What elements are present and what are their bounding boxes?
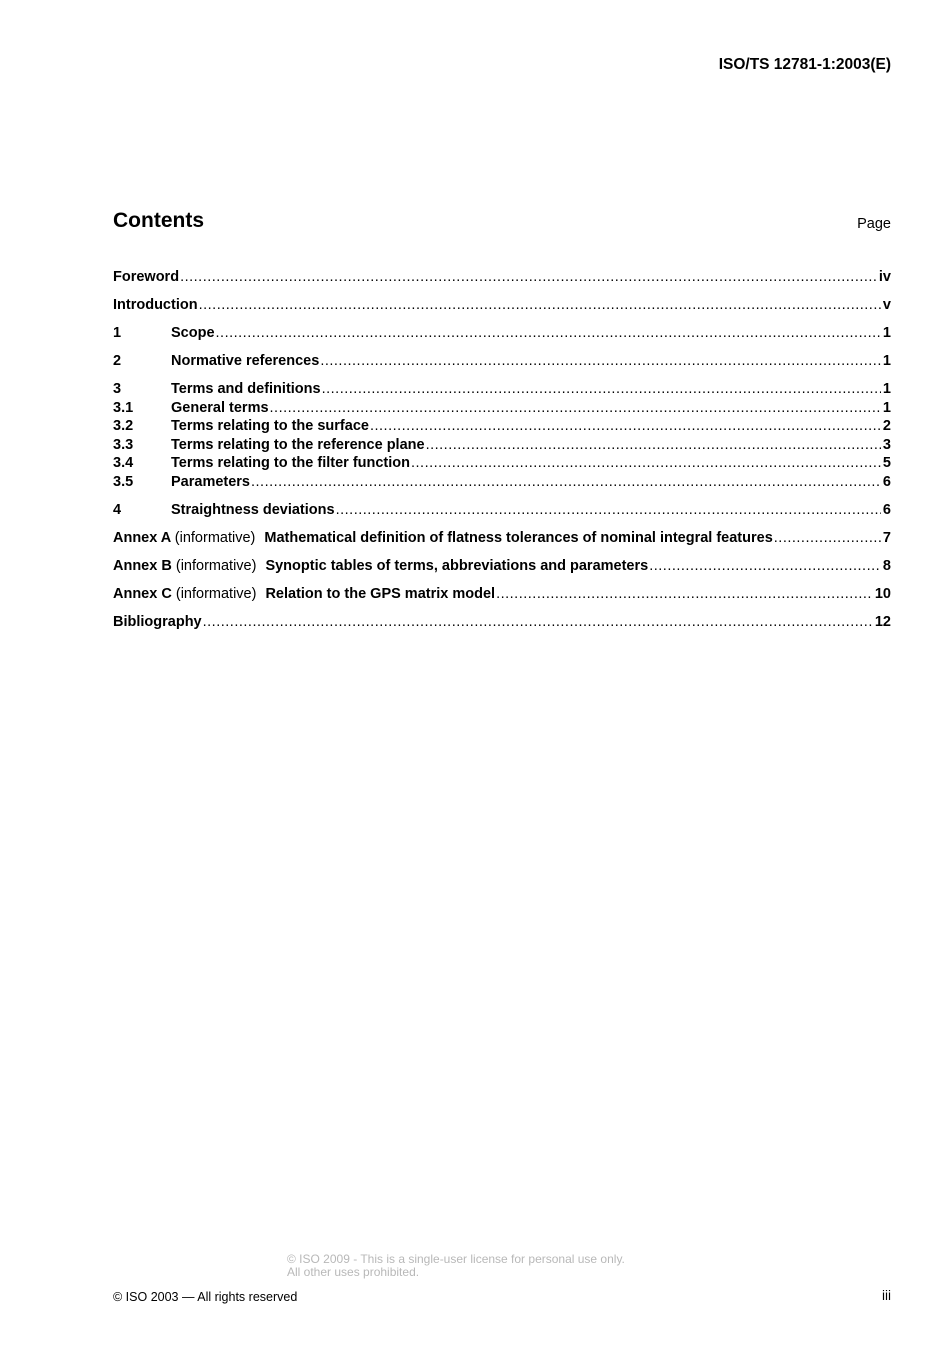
toc-entry-title: Introduction <box>113 297 198 313</box>
toc-entry-number: 3.3 <box>113 436 134 453</box>
toc-entry-straightness-deviations[interactable] <box>113 501 891 520</box>
toc-entry-page: 8 <box>882 557 891 574</box>
toc-entry-introduction[interactable] <box>113 296 891 315</box>
toc-entry-page: 6 <box>882 501 891 518</box>
toc-entry-annex-b[interactable] <box>113 557 891 576</box>
toc-entry-title: Normative references <box>171 353 320 369</box>
toc-entry-page: 1 <box>882 353 891 369</box>
annex-type: (informative) <box>175 585 257 602</box>
annex-letter: Annex B <box>113 557 172 574</box>
toc-entry-terms-and-definitions[interactable] <box>113 380 891 399</box>
toc-entry-page: 12 <box>874 613 891 630</box>
toc-entry-title: Straightness deviations <box>171 501 335 518</box>
annex-letter: Annex A <box>113 529 171 546</box>
copyright-notice: © ISO 2003 — All rights reserved <box>113 1290 298 1304</box>
annex-type: (informative) <box>175 557 257 574</box>
toc-entry-title: Foreword <box>113 269 180 285</box>
toc-entry-title: Terms relating to the surface <box>171 418 369 434</box>
dot-leader <box>774 529 881 548</box>
toc-entry-page: v <box>882 297 891 313</box>
toc-entry-number: 3.4 <box>113 455 134 471</box>
toc-entry-title: Mathematical definition of flatness tolerances of nominal integral features <box>264 529 773 546</box>
toc-entry-general-terms[interactable] <box>113 399 891 418</box>
toc-entry-annex-a[interactable] <box>113 529 891 548</box>
toc-entry-foreword[interactable] <box>113 268 891 287</box>
dot-leader <box>270 399 881 418</box>
dot-leader <box>370 417 881 436</box>
toc-entry-page: 10 <box>874 585 891 602</box>
dot-leader <box>322 380 881 399</box>
toc-entry-number: 4 <box>113 501 122 518</box>
toc-entry-title: Terms and definitions <box>171 381 321 397</box>
toc-entry-title: General terms <box>171 399 269 416</box>
table-of-contents <box>113 268 891 631</box>
toc-entry-page: 3 <box>882 436 891 453</box>
toc-entry-terms-surface[interactable] <box>113 417 891 436</box>
dot-leader <box>426 436 881 455</box>
watermark-line: © ISO 2009 - This is a single-user license for personal use only. <box>287 1252 625 1266</box>
toc-entry-title: Synoptic tables of terms, abbreviations and parameters <box>265 557 649 574</box>
toc-entry-number: 2 <box>113 353 122 369</box>
toc-entry-page: 1 <box>882 325 891 341</box>
license-watermark <box>287 1253 625 1279</box>
toc-entry-title: Relation to the GPS matrix model <box>265 585 496 602</box>
toc-entry-title: Scope <box>171 325 215 341</box>
dot-leader <box>411 454 881 473</box>
annex-label <box>113 529 255 548</box>
page-number: iii <box>882 1288 891 1303</box>
toc-entry-page: 1 <box>882 399 891 416</box>
document-id: ISO/TS 12781-1:2003(E) <box>718 56 891 73</box>
toc-entry-annex-c[interactable] <box>113 585 891 604</box>
toc-entry-title: Bibliography <box>113 613 202 630</box>
page-column-label: Page <box>857 216 891 232</box>
dot-leader <box>216 324 881 343</box>
toc-entry-title: Terms relating to the reference plane <box>171 436 425 453</box>
contents-heading: Contents <box>113 209 204 232</box>
toc-entry-page: 5 <box>882 455 891 471</box>
annex-label <box>113 585 256 604</box>
toc-entry-page: iv <box>878 269 891 285</box>
dot-leader <box>320 352 881 371</box>
toc-entry-page: 1 <box>882 381 891 397</box>
dot-leader <box>203 613 873 632</box>
toc-entry-parameters[interactable] <box>113 473 891 492</box>
toc-entry-title: Terms relating to the filter function <box>171 455 410 471</box>
toc-entry-terms-filter-function[interactable] <box>113 454 891 473</box>
toc-entry-number: 3.2 <box>113 418 134 434</box>
toc-entry-scope[interactable] <box>113 324 891 343</box>
watermark-line: All other uses prohibited. <box>287 1265 420 1279</box>
dot-leader <box>251 473 881 492</box>
dot-leader <box>496 585 873 604</box>
annex-type: (informative) <box>174 529 256 546</box>
toc-entry-normative-references[interactable] <box>113 352 891 371</box>
toc-entry-number: 1 <box>113 325 122 341</box>
dot-leader <box>649 557 881 576</box>
annex-letter: Annex C <box>113 585 172 602</box>
toc-entry-number: 3 <box>113 381 122 397</box>
toc-entry-page: 7 <box>882 529 891 546</box>
annex-label <box>113 557 256 576</box>
dot-leader <box>199 296 881 315</box>
toc-entry-bibliography[interactable] <box>113 613 891 632</box>
toc-entry-number: 3.5 <box>113 473 134 490</box>
toc-entry-number: 3.1 <box>113 399 134 416</box>
dot-leader <box>336 501 881 520</box>
toc-entry-page: 6 <box>882 473 891 490</box>
toc-entry-terms-reference-plane[interactable] <box>113 436 891 455</box>
toc-entry-page: 2 <box>882 418 891 434</box>
toc-entry-title: Parameters <box>171 473 250 490</box>
dot-leader <box>180 268 877 287</box>
